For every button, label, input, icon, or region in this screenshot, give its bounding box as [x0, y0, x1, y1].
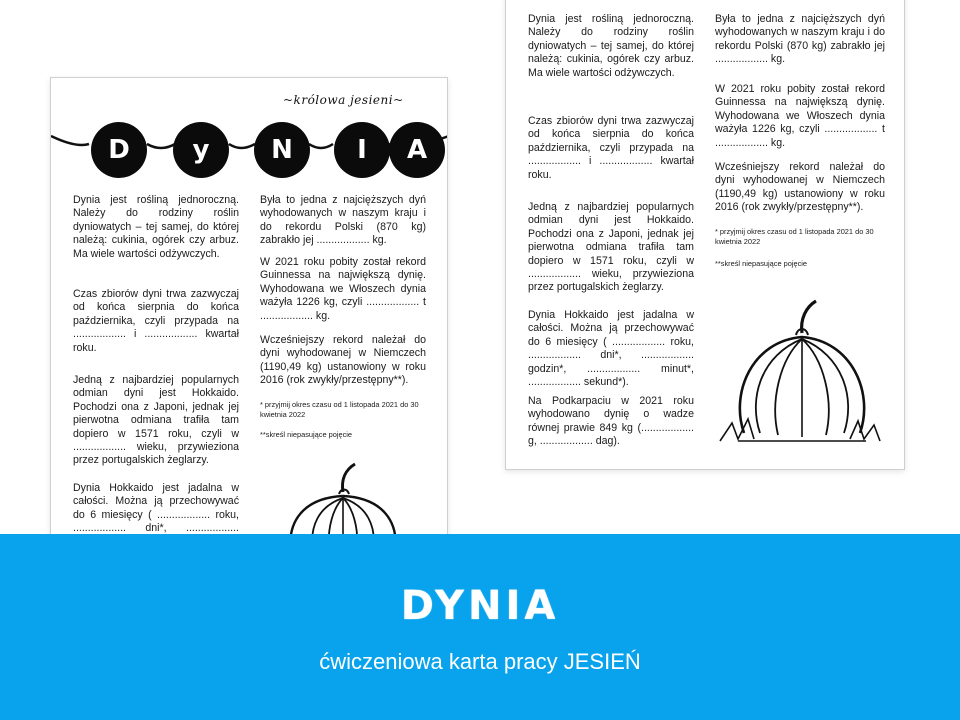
paragraph: Wcześniejszy rekord należał do dyni wyhodowanej w Niemczech (1190,49 kg) ustanowiony w roku 2016 (rok zwykły/przestępny**). [715, 161, 885, 214]
paragraph: Wcześniejszy rekord należał do dyni wyhodowanej w Niemczech (1190,49 kg) ustanowiony w roku 2016 (rok zwykły/przestępny**). [260, 334, 426, 387]
sheet-subtitle: ~królowa jesieni~ [283, 93, 404, 107]
banner-subtitle: ćwiczeniowa karta pracy JESIEŃ [319, 649, 641, 674]
paragraph: Dynia Hokkaido jest jadalna w całości. Można ją przechowywać do 6 miesięcy ( .................. roku, .................. dni*, .................. godzin*, .................. minut*, .................. sekund*). [528, 309, 694, 389]
worksheet-preview-right [505, 0, 905, 470]
paragraph: Jedną z najbardziej popularnych odmian dyni jest Hokkaido. Pochodzi ona z Japoni, jednak jej pierwotna odmiana trafiła tam dopiero w 1571 roku, czyli w .................. wieku, przywieziona przez portugalskich żeglarzy. [73, 374, 239, 467]
letter-circle: N [254, 122, 310, 178]
paragraph: Była to jedna z najcięższych dyń wyhodowanych w naszym kraju i do rekordu Polski (870 kg) zabrakło jej .................. kg. [715, 13, 885, 66]
paragraph: W 2021 roku pobity został rekord Guinnessa na największą dynię. Wyhodowana we Włoszech dynia ważyła 1226 kg, czyli .................. t .................. kg. [260, 256, 426, 322]
footnote: **skreśl niepasujące pojęcie [715, 259, 808, 268]
paragraph: Dynia jest rośliną jednoroczną. Należy do rodziny roślin dyniowatych – tej samej, do której należą: cukinia, ogórek czy arbuz. Ma wiele wartości odżywczych. [73, 194, 239, 260]
banner-title: DYNIA [400, 583, 560, 629]
paragraph: Dynia jest rośliną jednoroczną. Należy do rodziny roślin dyniowatych – tej samej, do której należą: cukinia, ogórek czy arbuz. Ma wiele wartości odżywczych. [528, 13, 694, 79]
paragraph: Czas zbiorów dyni trwa zazwyczaj od końca sierpnia do końca października, czyli przypada na .................. i .................. kwartał roku. [528, 115, 694, 181]
paragraph: Dynia Hokkaido jest jadalna w całości. Można ją przechowywać do 6 miesięcy ( .................. roku, .................. dni*, .................. [73, 482, 239, 535]
footnote: **skreśl niepasujące pojęcie [260, 430, 353, 439]
paragraph: W 2021 roku pobity został rekord Guinnessa na największą dynię. Wyhodowana we Włoszech dynia ważyła 1226 kg, czyli .................. t .................. kg. [715, 83, 885, 149]
letter-circle: D [91, 122, 147, 178]
footnote: * przyjmij okres czasu od 1 listopada 2021 do 30 kwietnia 2022 [260, 400, 419, 419]
paragraph: Jedną z najbardziej popularnych odmian dyni jest Hokkaido. Pochodzi ona z Japoni, jednak jej pierwotna odmiana trafiła tam dopiero w 1571 roku, czyli w .................. wieku, przywieziona przez portugalskich żeglarzy. [528, 201, 694, 294]
paragraph: Czas zbiorów dyni trwa zazwyczaj od końca sierpnia do końca października, czyli przypada na .................. i .................. kwartał roku. [73, 288, 239, 354]
letter-circle: y [173, 122, 229, 178]
letter-circle: A [389, 122, 445, 178]
paragraph: Na Podkarpaciu w 2021 roku wyhodowano dynię o wadze równej prawie 849 kg (.................. g, .................. dag). [528, 395, 694, 448]
pumpkin-illustration [718, 297, 882, 447]
footnote: * przyjmij okres czasu od 1 listopada 2021 do 30 kwietnia 2022 [715, 227, 874, 246]
worksheet-preview-left [50, 77, 448, 547]
paragraph: Była to jedna z najcięższych dyń wyhodowanych w naszym kraju i do rekordu Polski (870 kg) zabrakło jej .................. kg. [260, 194, 426, 247]
letter-circle: I [334, 122, 390, 178]
